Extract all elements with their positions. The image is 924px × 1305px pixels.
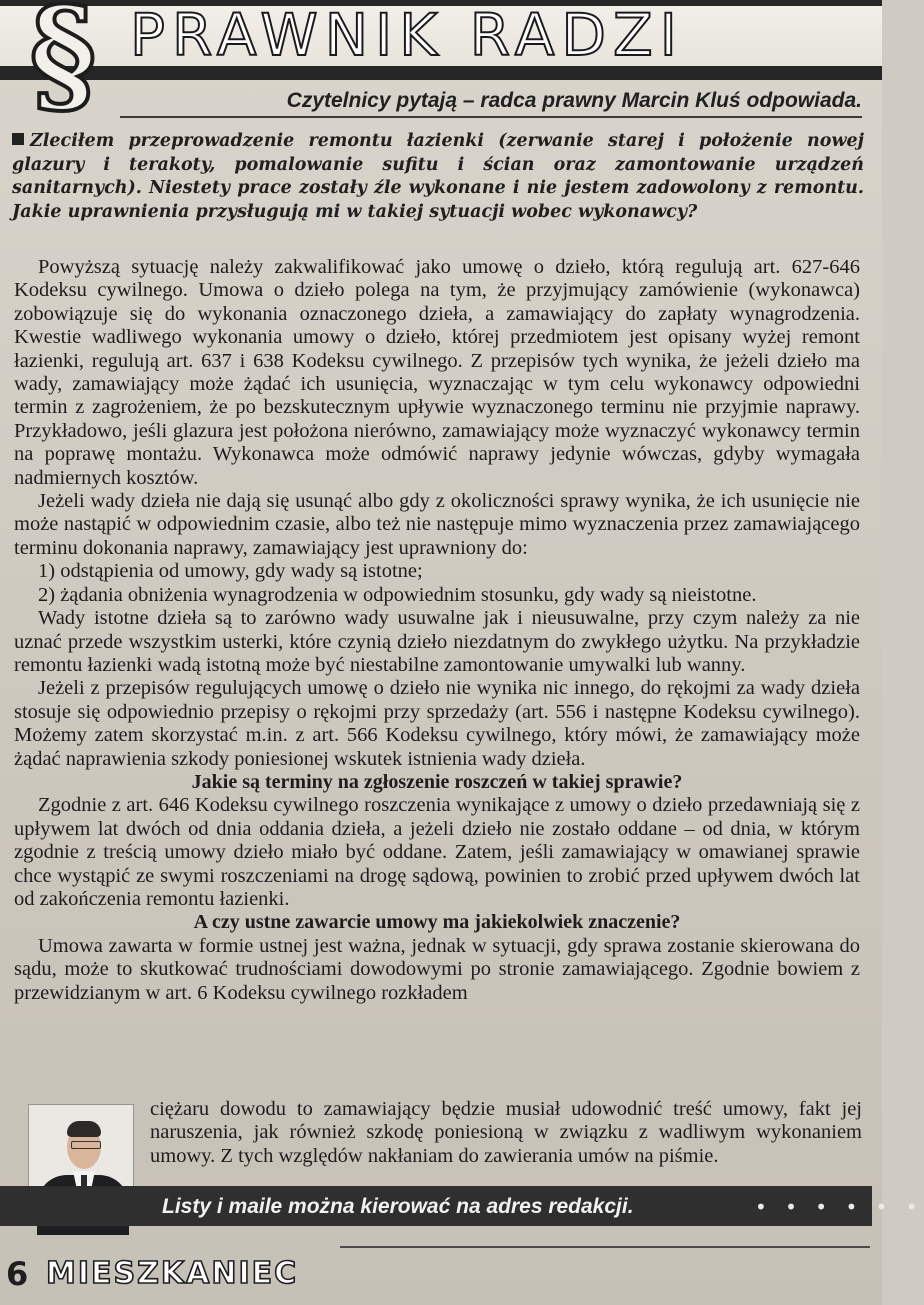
list-item: 2) żądania obniżenia wynagrodzenia w odpowiednim stosunku, gdy wady są nieistotne. [38,583,757,606]
page-number: 6 [6,1255,29,1293]
section-sign-icon: § [29,0,97,130]
column-subtitle: Czytelnicy pytają – radca prawny Marcin Kluś odpowiada. [286,89,862,112]
photo-hair [67,1121,101,1137]
paragraph: Umowa zawarta w formie ustnej jest ważna, jednak w sytuacji, gdy sprawa zostanie skierowana do sądu, może to skutkować trudnościami dowodowymi po stronie zamawiającego. Zgodnie bowiem z przewidzianym w art. 6 Kodeksu cywilnego rozkładem [14,934,860,1004]
page-divider [340,1246,870,1248]
divider [120,116,862,118]
question-text: Zleciłem przeprowadzenie remontu łazienki (zerwanie starej i położenie nowej glazury i terakoty, pomalowanie sufitu i ścian oraz zamontowanie urządzeń sanitarnych). Niestety prace zostały źle wykonane i nie jestem zadowolony z remontu. Jakie uprawnienia przysługują mi w takiej sytuacji wobec wykonawcy? [12,131,864,222]
photo-glasses [71,1141,101,1149]
paragraph: Jeżeli wady dzieła nie dają się usunąć albo gdy z okoliczności sprawy wynika, że ich usunięcie nie może nastąpić w odpowiednim czasie, albo też nie następuje mimo wyznaczenia przez zamawiającego terminu dokonania naprawy, zamawiający jest uprawniony do: [14,490,860,559]
subheading: A czy ustne zawarcie umowy ma jakiekolwiek znaczenie? [193,911,681,934]
paragraph: Wady istotne dzieła są to zarówno wady usuwalne jak i nieusuwalne, przy czym należy za nie uznać przede wszystkim usterki, które czynią dzieło niezdatnym do zwykłego użytku. Na przykładzie remontu łazienki wadą istotną może być niestabilne zamontowanie umywalki lub wanny. [14,607,860,676]
subheading: Jakie są terminy na zgłoszenie roszczeń w takiej sprawie? [191,770,683,793]
footer-dots: • • • • • • [755,1195,924,1219]
paragraph: Zgodnie z art. 646 Kodeksu cywilnego roszczenia wynikające z umowy o dzieło przedawniają się z upływem lat dwóch od dnia oddania dzieła, a jeżeli dzieło nie zostało oddane – od dnia, w którym zgodnie z treścią umowy dzieło miało być oddane. Zatem, jeśli zamawiający w omawianej sprawie chce wystąpić ze swymi roszczeniami na drogę sądową, powinien to zrobić przed upływem dwóch lat od zakończenia remontu łazienki. [14,794,860,910]
square-bullet-icon [12,133,24,145]
column-title: PRAWNIK RADZI [130,1,684,69]
paragraph: Jeżeli z przepisów regulujących umowę o dzieło nie wynika nic innego, do rękojmi za wady dzieła stosuje się odpowiednio przepisy o rękojmi przy sprzedaży (art. 556 i następne Kodeksu cywilnego). Możemy zatem skorzystać m.in. z art. 566 Kodeksu cywilnego, który mówi, że zamawiający może żądać naprawienia szkody poniesionej wskutek istnienia wady dzieła. [14,677,860,770]
article-body [14,256,860,1005]
list-item: 1) odstąpienia od umowy, gdy wady są istotne; [38,560,423,583]
footer-note: Listy i maile można kierować na adres redakcji. [162,1195,634,1218]
paragraph: Powyższą sytuację należy zakwalifikować jako umowę o dzieło, którą regulują art. 627-646 Kodeksu cywilnego. Umowa o dzieło polega na tym, że przyjmujący zamówienie (wykonawca) zobowiązuje się do wykonania oznaczonego dzieła, a zamawiający do zapłaty wynagrodzenia. Kwestie wadliwego wykonania umowy o dzieło, której przedmiotem jest opisany wyżej remont łazienki, regulują art. 637 i 638 Kodeksu cywilnego. Z przepisów tych wynika, że jeżeli dzieło ma wady, zamawiający może żądać ich usunięcia, wyznaczając w tym celu wykonawcy odpowiedni termin z zagrożeniem, że po bezskutecznym upływie wyznaczonego terminu nie przyjmie naprawy. Przykładowo, jeśli glazura jest położona nierówno, zamawiający może wyznaczyć wykonawcy termin na poprawę montażu. Wykonawca może odmówić naprawy jedynie wówczas, gdyby wymagała nadmiernych kosztów. [14,256,860,489]
reader-question [12,130,864,242]
paragraph-closing: ciężaru dowodu to zamawiający będzie musiał udowodnić treść umowy, fakt jej naruszenia, jak również szkodę poniesioną w związku z wadliwym wykonaniem umowy. Z tych względów nakłaniam do zawierania umów na piśmie. [150,1098,862,1167]
publication-name: MIESZKANIEC [46,1256,299,1291]
